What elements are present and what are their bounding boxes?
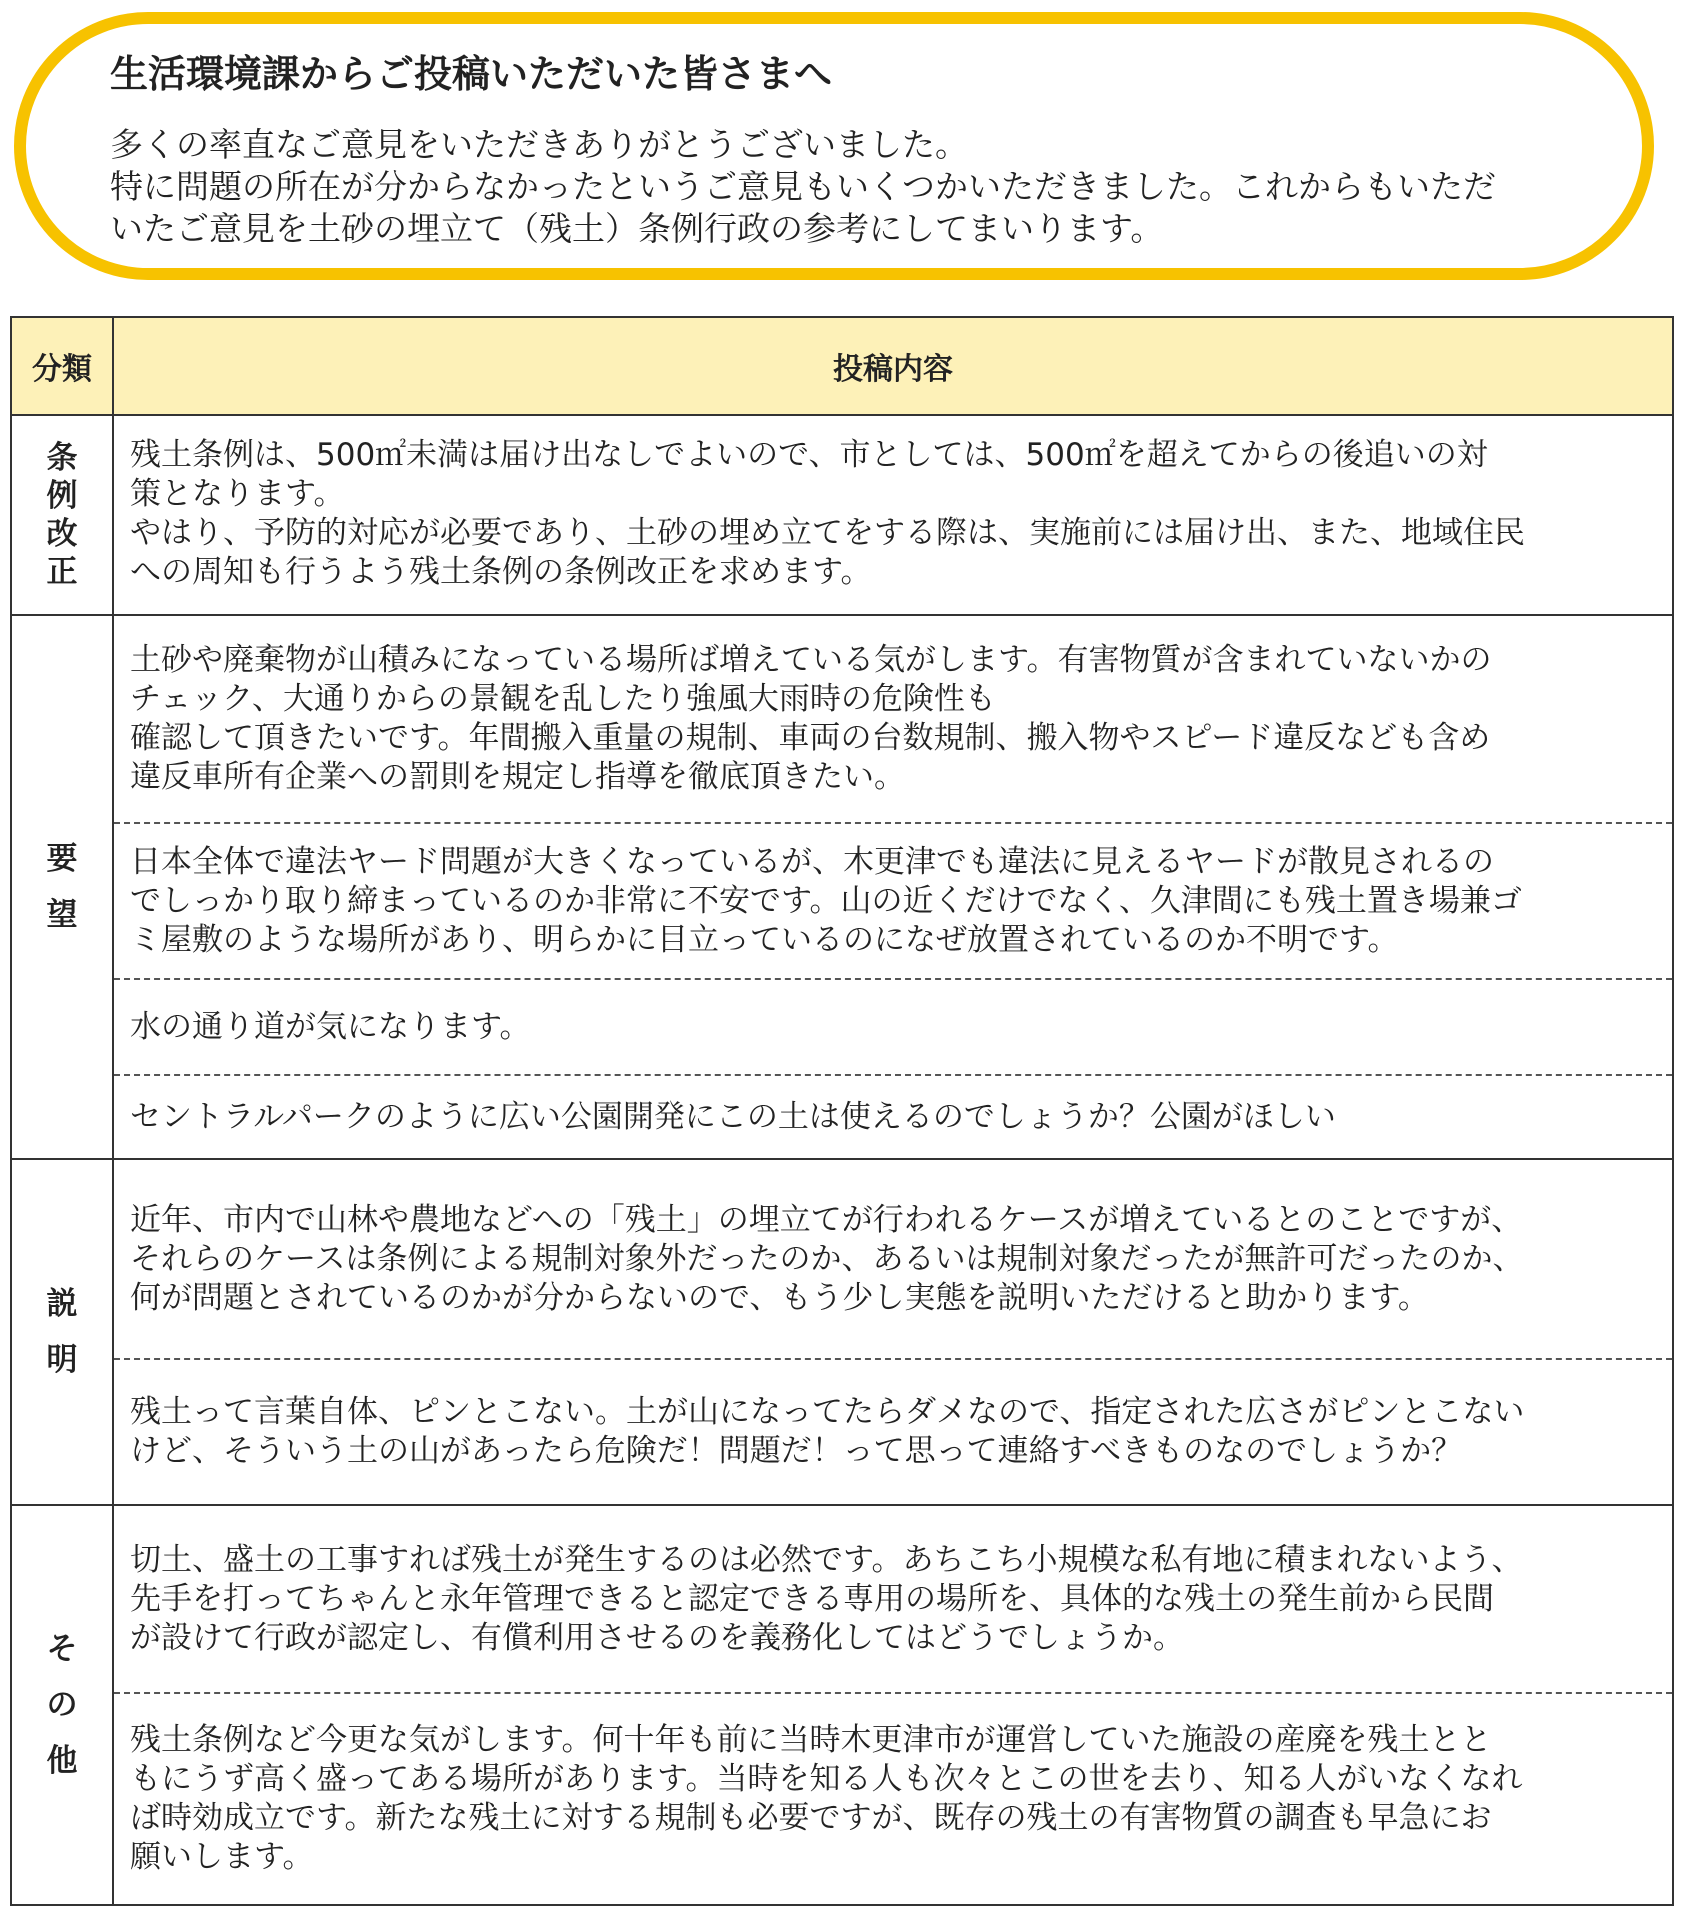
category-label: そ の 他 <box>46 1631 78 1779</box>
category-label: 要 望 <box>46 841 78 933</box>
entry: 水の通り道が気になります。 <box>114 978 1672 1074</box>
notice-line: 特に問題の所在が分からなかったというご意見もいくつかいただきました。これからもいただ <box>110 167 1496 206</box>
entry: 土砂や廃棄物が山積みになっている場所ば増えている気がします。有害物質が含まれていないかの チェック、大通りからの景観を乱したり強風大雨時の危険性も 確認して頂きたいです。年間搬入重量の規制、車両の台数規制、搬入物やスピード違反なども含め 違反車所有企業への罰則を規定し指導を徹底頂きたい。 <box>130 642 1492 795</box>
entry: 切土、盛土の工事すれば残土が発生するのは必然です。あちこち小規模な私有地に積まれないよう、 先手を打ってちゃんと永年管理できると認定できる専用の場所を、具体的な残土の発生前から民間 が設けて行政が認定し、有償利用させるのを義務化してはどうでしょうか。 <box>130 1541 1523 1656</box>
notice-line: 多くの率直なご意見をいただきありがとうございました。 <box>110 125 968 164</box>
category-cell <box>11 415 113 615</box>
category-label: 条 例 改 正 <box>46 440 78 590</box>
entry: 残土条例など今更な気がします。何十年も前に当時木更津市が運営していた施設の産廃を残土とと もにうず高く盛ってある場所があります。当時を知る人も次々とこの世を去り、知る人がいなくなれ ば時効成立です。新たな残土に対する規制も必要ですが、既存の残土の有害物質の調査も早急にお 願いします。 <box>114 1692 1672 1904</box>
category-cell <box>11 1159 113 1505</box>
table-row <box>11 615 1673 1159</box>
content-cell <box>113 1159 1673 1505</box>
table-row <box>11 1159 1673 1505</box>
notice-body <box>110 124 1580 250</box>
notice-line: いたご意見を土砂の埋立て（残土）条例行政の参考にしてまいります。 <box>110 209 1164 248</box>
entry: 近年、市内で山林や農地などへの「残土」の埋立てが行われるケースが増えているとのことですが、 それらのケースは条例による規制対象外だったのか、あるいは規制対象だったが無許可だったのか、 何が問題とされているのかが分からないので、もう少し実態を説明いただけると助かります。 <box>130 1201 1524 1316</box>
entry: 残土条例は、500㎡未満は届け出なしでよいので、市としては、500㎡を超えてからの後追いの対 策となります。 やはり、予防的対応が必要であり、土砂の埋め立てをする際は、実施前には届け出、また、地域住民 への周知も行うよう残土条例の条例改正を求めます。 <box>130 437 1525 590</box>
table-row <box>11 1505 1673 1905</box>
header-category: 分類 <box>11 317 113 415</box>
table-row <box>11 415 1673 615</box>
submissions-table <box>10 316 1674 1906</box>
content-cell <box>113 615 1673 1159</box>
table-header-row <box>11 317 1673 415</box>
category-cell <box>11 615 113 1159</box>
entry: 日本全体で違法ヤード問題が大きくなっているが、木更津でも違法に見えるヤードが散見されるの でしっかり取り締まっているのか非常に不安です。山の近くだけでなく、久津間にも残土置き場兼ゴ ミ屋敷のような場所があり、明らかに目立っているのになぜ放置されているのか不明です。 <box>114 822 1672 978</box>
content-cell <box>113 415 1673 615</box>
category-cell <box>11 1505 113 1905</box>
header-content: 投稿内容 <box>113 317 1673 415</box>
notice-title: 生活環境課からご投稿いただいた皆さまへ <box>110 52 833 96</box>
entry: 残土って言葉自体、ピンとこない。土が山になってたらダメなので、指定された広さがピンとこない けど、そういう土の山があったら危険だ！問題だ！って思って連絡すべきものなのでしょうか？ <box>114 1358 1672 1504</box>
category-label: 説 明 <box>46 1286 78 1378</box>
entry: セントラルパークのように広い公園開発にこの土は使えるのでしょうか？公園がほしい <box>114 1074 1672 1158</box>
content-cell <box>113 1505 1673 1905</box>
